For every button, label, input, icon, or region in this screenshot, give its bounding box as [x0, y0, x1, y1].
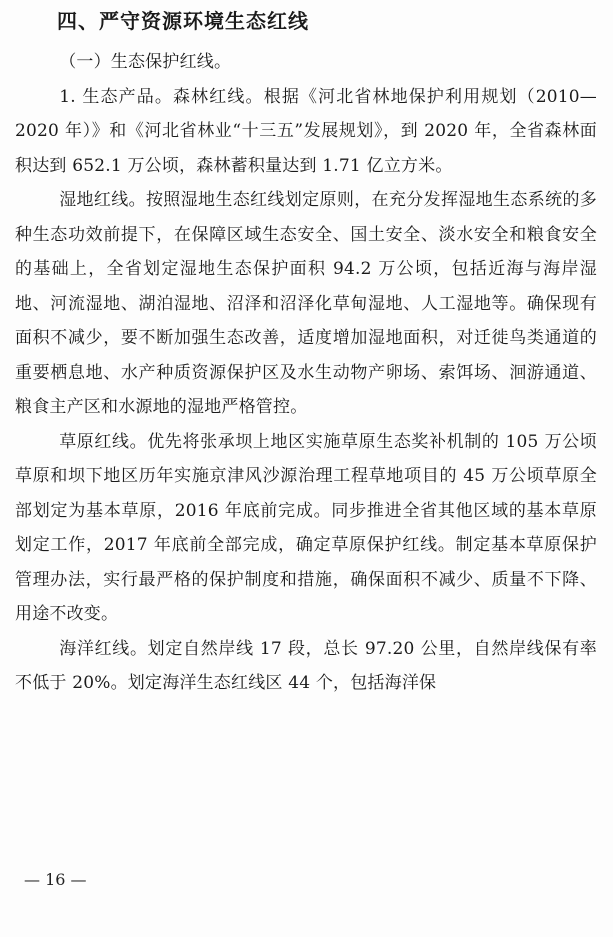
page-number: — 16 —: [24, 870, 87, 889]
paragraph-wetland-redline: 湿地红线。按照湿地生态红线划定原则，在充分发挥湿地生态系统的多种生态功效前提下，在保障区域生态安全、国土安全、淡水安全和粮食安全的基础上，全省划定湿地生态保护面积 94.2 万公顷，包括近海与海岸湿地、河流湿地、湖泊湿地、沼泽和沼泽化草甸湿地、人工湿地等。确保现有面积不减少，要不断加强生态改善，适度增加湿地面积，对迁徙鸟类通道的重要栖息地、水产种质资源保护区及水生动物产卵场、索饵场、洄游通道、粮食主产区和水源地的湿地严格管控。: [15, 190, 597, 417]
paragraph-grassland-redline: 草原红线。优先将张承坝上地区实施草原生态奖补机制的 105 万公顷草原和坝下地区历年实施京津风沙源治理工程草地项目的 45 万公顷草原全部划定为基本草原，2016 年底前完成。同步推进全省其他区域的基本草原划定工作，2017 年底前全部完成，确定草原保护红线。制定基本草原保护管理办法，实行最严格的保护制度和措施，确保面积不减少、质量不下降、用途不改变。: [15, 431, 597, 624]
document-body: [15, 45, 597, 701]
paragraph-forest-redline: 1. 生态产品。森林红线。根据《河北省林地保护利用规划（2010—2020 年）》和《河北省林业“十三五”发展规划》，到 2020 年，全省森林面积达到 652.1 万公顷，森林蓄积量达到 1.71 亿立方米。: [15, 86, 597, 176]
section-heading: 四、严守资源环境生态红线: [57, 9, 309, 33]
subsection-heading: （一）生态保护红线。: [59, 52, 232, 72]
paragraph-ocean-redline: 海洋红线。划定自然岸线 17 段，总长 97.20 公里，自然岸线保有率不低于 20%。划定海洋生态红线区 44 个，包括海洋保: [15, 638, 597, 693]
